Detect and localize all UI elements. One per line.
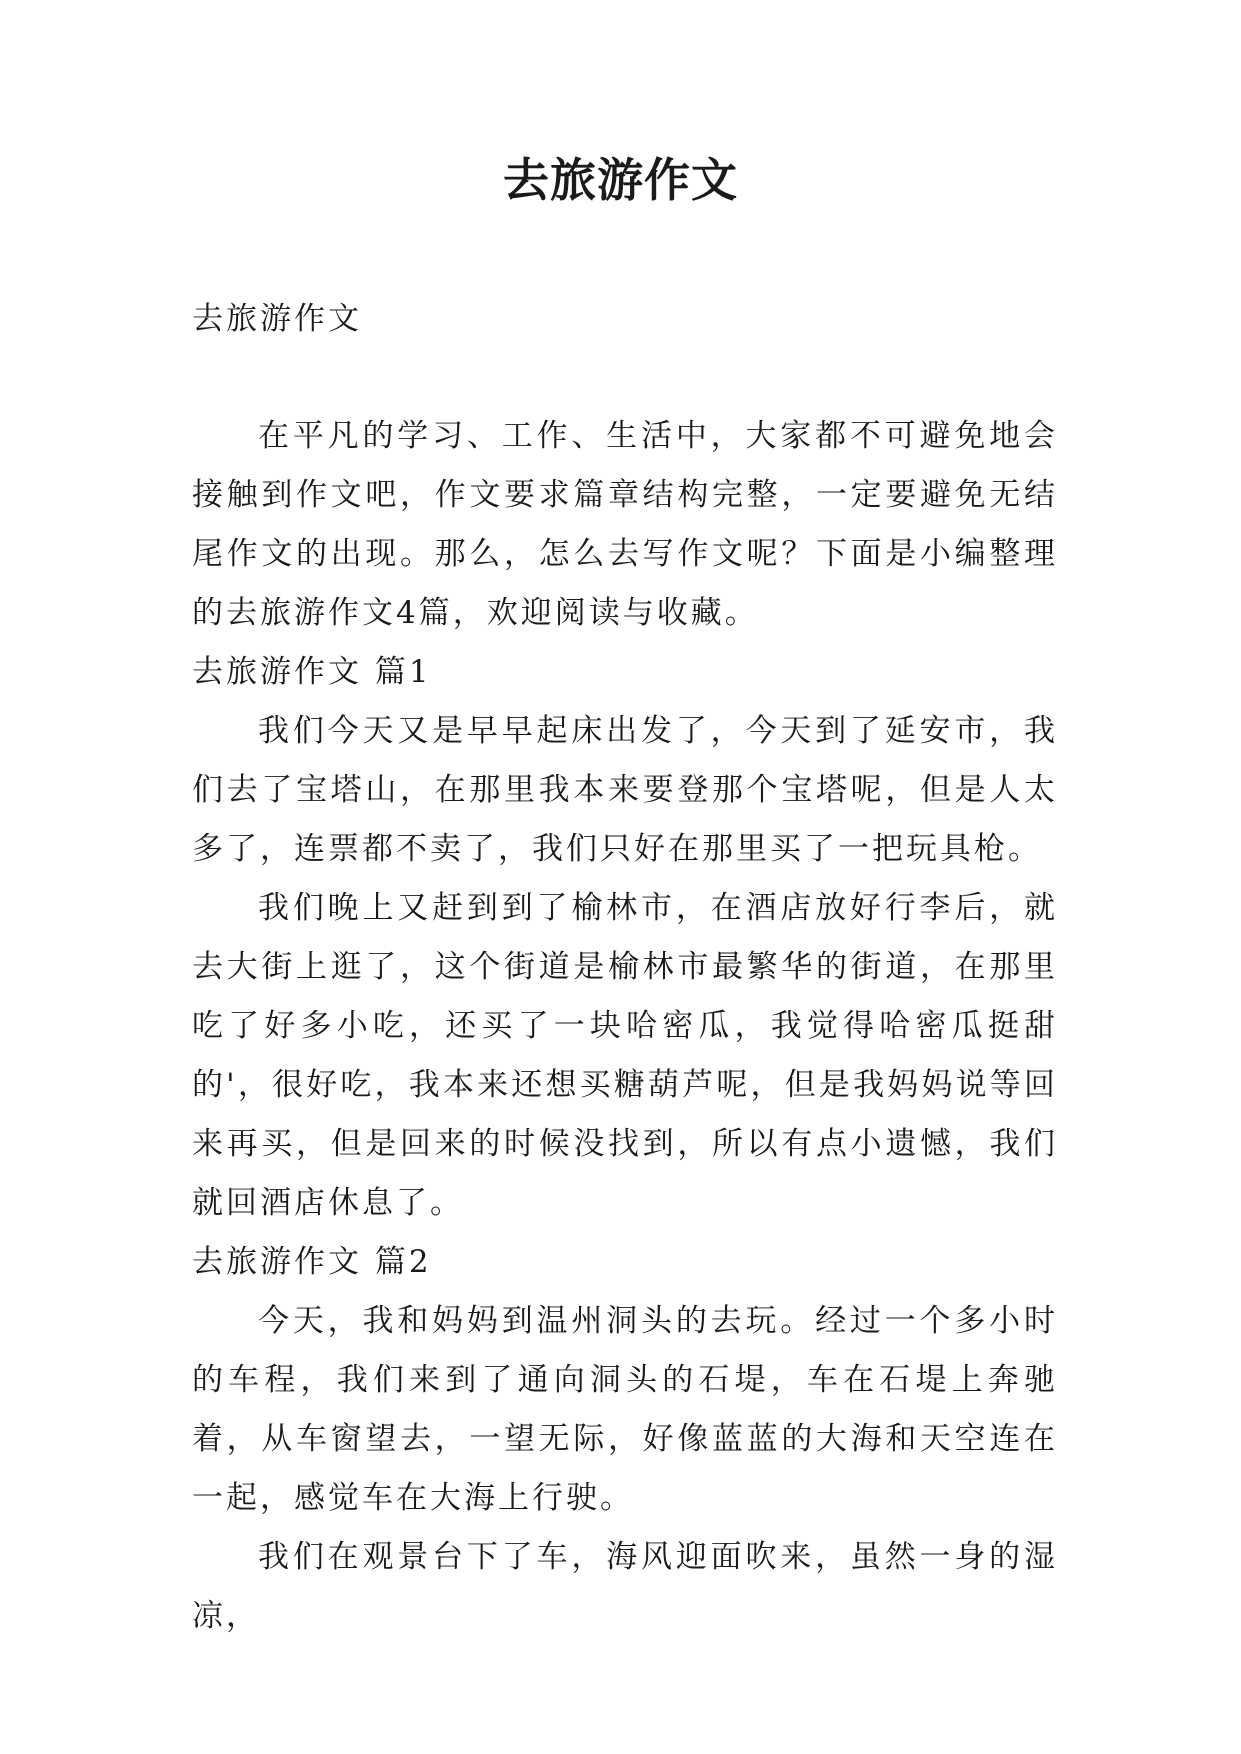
section-heading-1: 去旅游作文 篇1	[192, 654, 432, 690]
document-title: 去旅游作文	[503, 153, 738, 207]
intro-paragraph: 在平凡的学习、工作、生活中，大家都不可避免地会接触到作文吧，作文要求篇章结构完整，一定要避免无结尾作文的出现。那么，怎么去写作文呢？下面是小编整理的去旅游作文4篇，欢迎阅读与收藏。	[192, 418, 1058, 631]
document-subtitle: 去旅游作文	[192, 301, 362, 337]
section-heading-2: 去旅游作文 篇2	[192, 1244, 432, 1280]
section-2-paragraph-2: 我们在观景台下了车，海风迎面吹来，虽然一身的湿凉，	[192, 1539, 1058, 1634]
blank-line	[192, 349, 1058, 407]
section-1-paragraph-1: 我们今天又是早早起床出发了，今天到了延安市，我们去了宝塔山，在那里我本来要登那个宝塔呢，但是人太多了，连票都不卖了，我们只好在那里买了一把玩具枪。	[192, 713, 1058, 867]
document-body	[192, 290, 1058, 1646]
section-1-paragraph-2: 我们晚上又赶到到了榆林市，在酒店放好行李后，就去大街上逛了，这个街道是榆林市最繁华的街道，在那里吃了好多小吃，还买了一块哈密瓜，我觉得哈密瓜挺甜的'，很好吃，我本来还想买糖葫芦呢，但是我妈妈说等回来再买，但是回来的时候没找到，所以有点小遗憾，我们就回酒店休息了。	[192, 890, 1058, 1221]
section-2-paragraph-1: 今天，我和妈妈到温州洞头的去玩。经过一个多小时的车程，我们来到了通向洞头的石堤，车在石堤上奔驰着，从车窗望去，一望无际，好像蓝蓝的大海和天空连在一起，感觉车在大海上行驶。	[192, 1303, 1058, 1516]
